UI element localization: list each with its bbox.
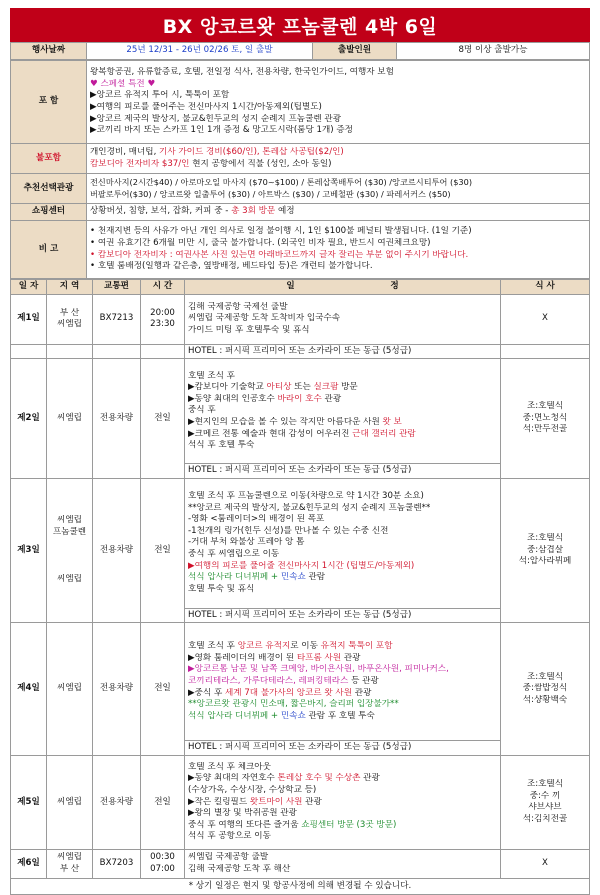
exclude-content: 개인경비, 매너팁, 기사 가이드 경비($60/인), 톤레삽 사공팁($2/인) 캄보디아 전자비자 $37/인 현지 공항에서 직불 (성인, 소아 동일) — [87, 144, 590, 174]
hotel-info: HOTEL : 퍼시픽 프리미어 또는 소카라이 또는 동급 (5성급) — [185, 741, 501, 756]
notes-row — [11, 221, 590, 279]
day-row-2 — [11, 359, 590, 464]
col-meals: 식 사 — [501, 280, 590, 295]
include-line: 왕복항공권, 유류할증료, 호텔, 전일정 식사, 전용차량, 한국인가이드, 여행자 보험 — [90, 67, 394, 78]
time-cell: 전일 — [141, 478, 185, 623]
meals-cell: X — [501, 849, 590, 878]
day-row-4 — [11, 623, 590, 741]
special-benefit-label: 스페셜 특전 — [100, 78, 145, 89]
include-label: 포 함 — [11, 61, 87, 144]
hotel-info: HOTEL : 퍼시픽 프리미어 또는 소카라이 또는 동급 (5성급) — [185, 464, 501, 479]
triangle-bullet-icon: ▶ — [90, 90, 97, 101]
triangle-bullet-icon: ▶ — [90, 102, 97, 112]
col-region: 지 역 — [47, 280, 93, 295]
day-label: 제6일 — [11, 849, 47, 878]
meals-cell: 조:호텔식 중:쌈밥정식 석:샹황백숙 — [501, 623, 590, 756]
date-value: 25년 12/31 - 26년 02/26 토, 일 출발 — [87, 43, 313, 60]
date-label: 행사날짜 — [11, 43, 87, 60]
exclude-row — [11, 144, 590, 174]
itinerary-document — [10, 8, 590, 895]
col-day: 일 자 — [11, 280, 47, 295]
transport-cell: 전용차량 — [93, 359, 141, 479]
time-cell: 00:30 07:00 — [141, 849, 185, 878]
day-label: 제3일 — [11, 478, 47, 623]
transport-cell: BX7213 — [93, 294, 141, 344]
hotel-row — [11, 344, 590, 359]
transport-cell: 전용차량 — [93, 755, 141, 849]
meals-cell: 조:호텔식 중:삼겹살 석:압사라뷔페 — [501, 478, 590, 623]
day-row-6 — [11, 849, 590, 878]
itinerary-cell: 호텔 조식 후 ▶캄보디아 기술학교 아티상 또는 실크팜 방문 ▶동양 최대의 인공호수 바라이 호수 관광 중식 후 ▶현지인의 모습을 볼 수 있는 작지만 아름다운 사원 왓 보 ▶크메르 전통 예술과 현대 감성이 어우러진 근대 갤러리 관람 석식 후 호텔 투숙 — [185, 359, 501, 464]
meals-cell: 조:호텔식 중:수 끼 샤브샤브 석:김치전골 — [501, 755, 590, 849]
day-label: 제1일 — [11, 294, 47, 344]
heart-icon: ♥ — [147, 78, 156, 89]
schedule-header-row — [11, 280, 590, 295]
time-cell: 전일 — [141, 359, 185, 479]
schedule-table — [10, 279, 590, 895]
time-cell: 전일 — [141, 755, 185, 849]
region-cell: 부 산 씨엠립 — [47, 294, 93, 344]
meals-cell: X — [501, 294, 590, 344]
summary-table — [10, 42, 590, 60]
day-row-3 — [11, 478, 590, 608]
include-content — [87, 61, 590, 144]
heart-icon: ♥ — [90, 78, 98, 89]
itinerary-cell: 호텔 조식 후 프놈쿨렌으로 이동(차량으로 약 1시간 30분 소요) **앙코르 제국의 발상지, 불교&힌두교의 성지 순례지 프놈쿨렌** -영화 <툼레이더>의 배경이 된 폭포 -1천개의 링가(힌두 신성)를 만나볼 수 있는 수중 신전 -거대 부처 와불상 프레아 앙 톰 중식 후 씨엠립으로 이동 ▶여행의 피로를 풀어줄 전신마사지 1시간 (팁별도/아동제외) 석식 압사라 디너뷔페 + 민속쇼 관람 호텔 투숙 및 휴식 — [185, 478, 501, 608]
triangle-bullet-icon: ▶ — [90, 125, 97, 136]
transport-cell: 전용차량 — [93, 623, 141, 756]
footer-note: * 상기 일정은 현지 및 항공사정에 의해 변경될 수 있습니다. — [11, 878, 590, 894]
itinerary-cell: 씨엠립 국제공항 출발 김해 국제공항 도착 후 해산 — [185, 849, 501, 878]
hotel-info: HOTEL : 퍼시픽 프리미어 또는 소카라이 또는 동급 (5성급) — [185, 608, 501, 623]
region-cell: 씨엠립 — [47, 623, 93, 756]
day-row-5 — [11, 755, 590, 849]
triangle-bullet-icon: ▶ — [90, 113, 97, 124]
itinerary-cell: 김해 국제공항 국제선 출발 씨엠립 국제공항 도착 도착비자 입국수속 가이드 미팅 후 호텔투숙 및 휴식 — [185, 294, 501, 344]
note-item: • 캄보디아 전자비자 : 여권사본 사진 있는면 아래바코드까지 글자 잘리는 부분 없이 주시기 바랍니다. — [90, 249, 469, 260]
itinerary-cell: 호텔 조식 후 앙코르 유적지로 이동 유적지 툭툭이 포함 ▶영화 툼레이더의 배경이 된 타프롬 사원 관광 ▶앙코르톰 남문 및 남쪽 크메앙, 바이욘사원, 바푸온사원, 피미나커스, 코끼리테라스, 가루다테라스, 레퍼킹테라스 등 관광 ▶중식 후 세계 7대 불가사의 앙코르 왓 사원 관광 **앙코르왓 관광시 민소매, 짧은바지, 슬리퍼 입장불가** 석식 압사라 디너뷔페 + 민속쇼 관람 후 호텔 투숙 — [185, 623, 501, 741]
page-title: BX 앙코르왓 프놈쿨렌 4박 6일 — [10, 8, 590, 42]
meals-cell: 조:호텔식 중:면노청식 석:만두전골 — [501, 359, 590, 479]
region-cell: 씨엠립 — [47, 359, 93, 479]
note-item: • 호텔 룸배정(일행과 같은층, 옆방배정, 베드타입 등)은 개런티 불가합니다. — [90, 261, 373, 272]
optional-tour-content: 전신마사지(2시간$40) / 아로마오일 마사지 ($70~$100) / 톤레삽쪽배투어 ($30) /앙코르시티투어 ($30) 버팔로투어($30) / 앙코르왓 일출투어 ($30) / 아트박스 ($30) / 고베철판 ($30) / 파레서커스 ($50) — [87, 174, 590, 204]
shopping-label: 쇼핑센터 — [11, 204, 87, 221]
exclude-label: 불포함 — [11, 144, 87, 174]
day-label: 제5일 — [11, 755, 47, 849]
transport-cell: BX7203 — [93, 849, 141, 878]
col-transport: 교통편 — [93, 280, 141, 295]
conditions-table — [10, 60, 590, 279]
time-cell: 20:00 23:30 — [141, 294, 185, 344]
include-bullet: ▶여행의 피로를 풀어주는 전신마사지 1시간/아동제외(팁별도) — [90, 102, 322, 112]
region-cell: 씨엠립 프놈쿨렌 씨엠립 — [47, 478, 93, 623]
col-time: 시 간 — [141, 280, 185, 295]
notes-label: 비 고 — [11, 221, 87, 279]
note-item: • 천재지변 등의 사유가 아닌 개인 의사로 일정 불이행 시, 1인 $100불 페널티 발생됩니다. (1일 기준) — [90, 226, 472, 237]
transport-cell: 전용차량 — [93, 478, 141, 623]
hotel-info: HOTEL : 퍼시픽 프리미어 또는 소카라이 또는 동급 (5성급) — [185, 344, 501, 359]
region-cell: 씨엠립 부 산 — [47, 849, 93, 878]
note-item: • 여권 유효기간 6개월 미만 시, 출국 불가합니다. (외국인 비자 필요, 반드시 여권체크요망) — [90, 237, 431, 248]
include-row — [11, 61, 590, 144]
optional-tour-row — [11, 174, 590, 204]
include-bullet: ▶앙코르 제국의 발상지, 불교&힌두교의 성지 순례지 프놈쿨렌 관광 — [90, 113, 342, 124]
day-label: 제4일 — [11, 623, 47, 756]
optional-tour-label: 추천선택관광 — [11, 174, 87, 204]
include-bullet: ▶코끼리 바지 또는 스카프 1인 1개 증정 & 망고도시락(룸당 1개) 증정 — [90, 125, 353, 136]
day-row-1 — [11, 294, 590, 344]
footer-row — [11, 878, 590, 894]
include-bullet: ▶앙코르 유적지 투어 시, 툭툭이 포함 — [90, 90, 230, 101]
time-cell: 전일 — [141, 623, 185, 756]
day-label: 제2일 — [11, 359, 47, 479]
col-itinerary: 일 정 — [185, 280, 501, 295]
shopping-row — [11, 204, 590, 221]
region-cell: 씨엠립 — [47, 755, 93, 849]
shopping-content: 상황버섯, 침향, 보석, 잡화, 커피 중 - 총 3회 방문 예정 — [87, 204, 590, 221]
special-benefit — [90, 79, 586, 91]
itinerary-cell: 호텔 조식 후 체크아웃 ▶동양 최대의 자연호수 톤레삽 호수 및 수상촌 관광 (수상가옥, 수상시장, 수상학교 등) ▶작은 킬링필드 왓트마이 사원 관광 ▶왕의 별장 및 박쥐공원 관광 중식 후 여행의 또다른 즐거움 쇼핑센터 방문 (3곳 방문) 석식 후 공항으로 이동 — [185, 755, 501, 849]
date-row — [11, 43, 590, 60]
notes-content — [87, 221, 590, 279]
people-value: 8명 이상 출발가능 — [397, 43, 590, 60]
people-label: 출발인원 — [313, 43, 397, 60]
